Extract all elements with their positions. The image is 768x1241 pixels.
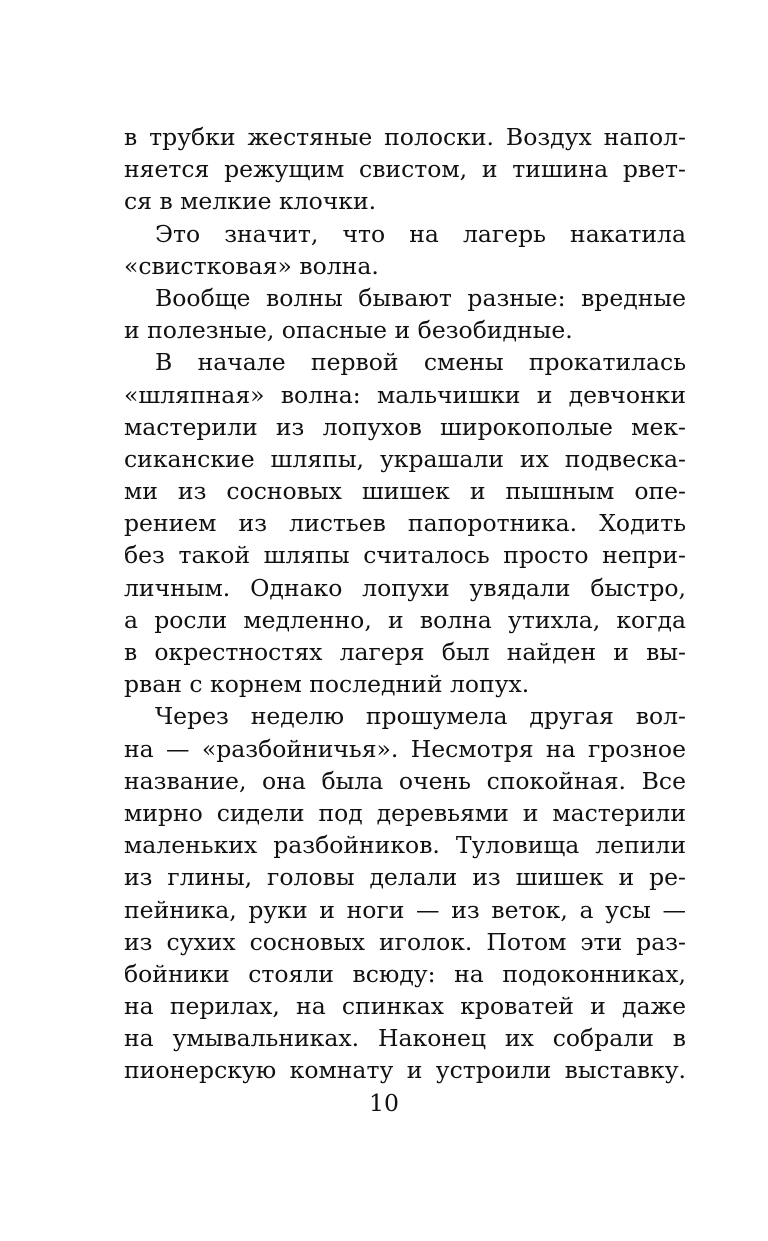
text-line: на умывальниках. Наконец их собрали в (124, 1024, 686, 1053)
text-line: «шляпная» волна: мальчишки и девчонки (124, 380, 686, 409)
text-line: пейника, руки и ноги — из веток, а усы — (124, 895, 686, 924)
text-line: Через неделю прошумела другая вол- (155, 702, 686, 731)
body-text (124, 121, 686, 1087)
text-line: Вообще волны бывают разные: вредные (155, 283, 686, 312)
text-line: название, она была очень спокойная. Все (124, 766, 686, 795)
text-line: из сухих сосновых иголок. Потом эти раз- (124, 927, 686, 956)
text-line: бойники стояли всюду: на подоконниках, (124, 959, 686, 988)
text-line: в окрестностях лагеря был найден и вы- (124, 638, 686, 666)
text-line: в трубки жестяные полоски. Воздух напол- (124, 123, 686, 151)
text-line: мирно сидели под деревьями и мастерили (124, 798, 686, 827)
text-line: рван с корнем последний лопух. (124, 670, 530, 699)
text-line: и полезные, опасные и безобидные. (124, 316, 573, 345)
text-line: пионерскую комнату и устроили выставку. (124, 1056, 686, 1085)
text-line: ся в мелкие клочки. (124, 187, 377, 216)
text-line: личным. Однако лопухи увядали быстро, (124, 573, 686, 602)
text-line: из глины, головы делали из шишек и ре- (124, 863, 686, 892)
text-line: на — «разбойничья». Несмотря на грозное (124, 734, 686, 763)
text-line: рением из листьев папоротника. Ходить (124, 509, 686, 538)
text-line: ми из сосновых шишек и пышным опе- (124, 477, 686, 506)
text-line: маленьких разбойников. Туловища лепили (124, 831, 686, 860)
text-line: а росли медленно, и волна утихла, когда (124, 605, 686, 634)
text-line: Это значит, что на лагерь накатила (155, 219, 686, 248)
text-line: няется режущим свистом, и тишина рвет- (124, 155, 686, 184)
text-line: мастерили из лопухов широкополые мек- (124, 412, 686, 441)
text-line: В начале первой смены прокатилась (155, 348, 686, 377)
text-line: без такой шляпы считалось просто непри- (124, 541, 686, 570)
text-line: «свистковая» волна. (124, 251, 379, 280)
text-line: на перилах, на спинках кроватей и даже (124, 992, 686, 1021)
page-number: 10 (369, 1089, 399, 1117)
text-line: сиканские шляпы, украшали их подвеска- (124, 444, 686, 473)
